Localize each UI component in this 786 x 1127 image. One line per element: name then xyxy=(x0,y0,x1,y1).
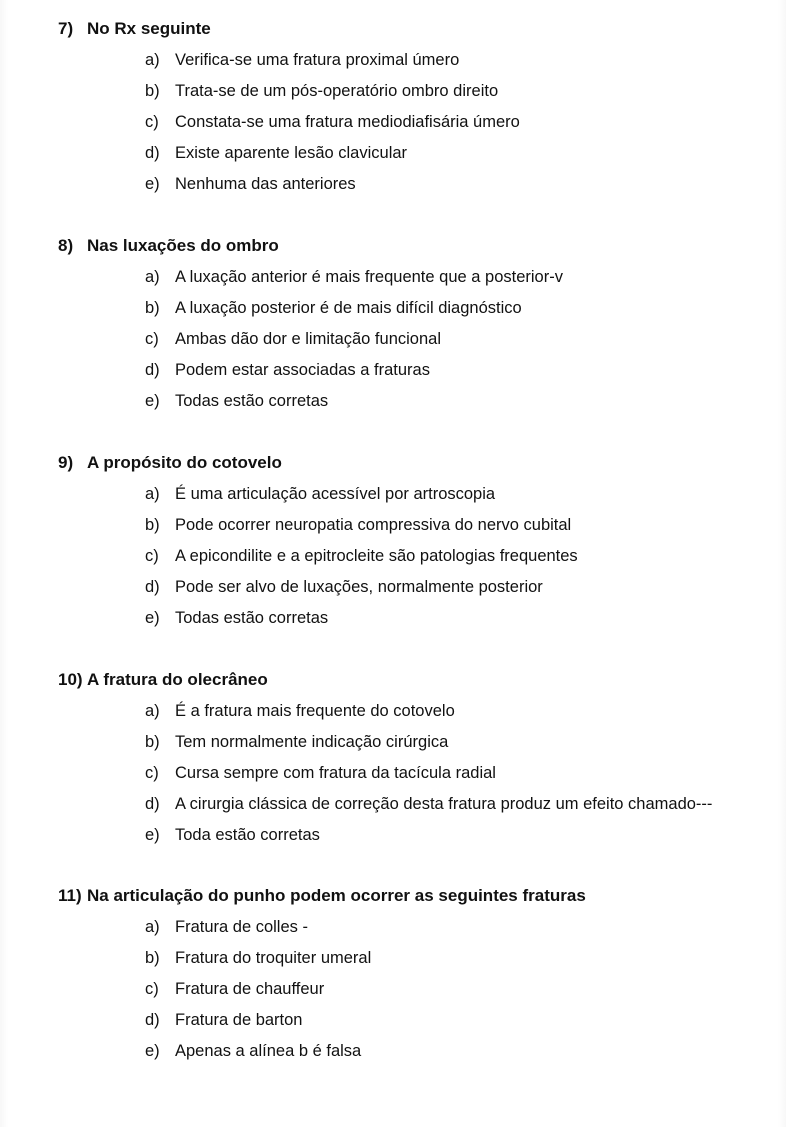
option-list xyxy=(145,48,775,203)
option-d xyxy=(145,1008,775,1039)
option-text: A epicondilite e a epitrocleite são patologias frequentes xyxy=(175,547,578,565)
option-text: Fratura do troquiter umeral xyxy=(175,949,372,967)
option-letter: e) xyxy=(145,609,160,627)
option-list xyxy=(145,915,775,1070)
question-heading xyxy=(58,451,282,475)
option-letter: e) xyxy=(145,392,160,410)
option-e xyxy=(145,389,775,420)
option-a xyxy=(145,699,775,730)
option-c xyxy=(145,110,775,141)
option-d xyxy=(145,141,775,172)
option-text: Fratura de barton xyxy=(175,1011,303,1029)
option-letter: a) xyxy=(145,485,160,503)
option-text: A cirurgia clássica de correção desta fratura produz um efeito chamado--- xyxy=(175,795,713,813)
option-letter: d) xyxy=(145,795,160,813)
option-a xyxy=(145,482,775,513)
option-letter: a) xyxy=(145,918,160,936)
option-letter: b) xyxy=(145,516,160,534)
option-d xyxy=(145,575,775,606)
option-a xyxy=(145,265,775,296)
option-letter: a) xyxy=(145,51,160,69)
question-number: 8) xyxy=(58,236,74,255)
option-letter: b) xyxy=(145,949,160,967)
option-c xyxy=(145,761,775,792)
option-text: Tem normalmente indicação cirúrgica xyxy=(175,733,449,751)
option-text: Todas estão corretas xyxy=(175,609,329,627)
option-e xyxy=(145,823,775,854)
option-letter: c) xyxy=(145,980,159,998)
question-heading xyxy=(58,17,211,41)
option-letter: a) xyxy=(145,702,160,720)
option-d xyxy=(145,358,775,389)
question-title: Nas luxações do ombro xyxy=(87,236,279,255)
option-text: É uma articulação acessível por artroscopia xyxy=(175,485,496,503)
option-list xyxy=(145,482,775,637)
option-text: Ambas dão dor e limitação funcional xyxy=(175,330,441,348)
option-c xyxy=(145,977,775,1008)
question-number: 11) xyxy=(58,886,82,905)
option-text: Apenas a alínea b é falsa xyxy=(175,1042,362,1060)
option-d xyxy=(145,792,775,823)
question-number: 10) xyxy=(58,670,83,689)
option-letter: e) xyxy=(145,1042,160,1060)
option-text: Pode ser alvo de luxações, normalmente posterior xyxy=(175,578,543,596)
option-text: Podem estar associadas a fraturas xyxy=(175,361,430,379)
question-title: A propósito do cotovelo xyxy=(87,453,282,472)
option-e xyxy=(145,606,775,637)
option-letter: c) xyxy=(145,547,159,565)
option-b xyxy=(145,296,775,327)
option-text: Cursa sempre com fratura da tacícula radial xyxy=(175,764,496,782)
question-heading xyxy=(58,234,279,258)
option-text: Fratura de colles - xyxy=(175,918,308,936)
question-number: 9) xyxy=(58,453,74,472)
option-text: É a fratura mais frequente do cotovelo xyxy=(175,702,455,720)
question-title: Na articulação do punho podem ocorrer as seguintes fraturas xyxy=(87,886,586,905)
option-letter: b) xyxy=(145,299,160,317)
option-text: Verifica-se uma fratura proximal úmero xyxy=(175,51,460,69)
option-text: Existe aparente lesão clavicular xyxy=(175,144,408,162)
option-e xyxy=(145,172,775,203)
option-text: Trata-se de um pós-operatório ombro direito xyxy=(175,82,499,100)
question-heading xyxy=(58,668,268,692)
question-title: A fratura do olecrâneo xyxy=(87,670,268,689)
option-letter: c) xyxy=(145,113,159,131)
option-letter: c) xyxy=(145,764,159,782)
option-text: Nenhuma das anteriores xyxy=(175,175,356,193)
option-letter: d) xyxy=(145,361,160,379)
option-b xyxy=(145,946,775,977)
option-text: A luxação posterior é de mais difícil diagnóstico xyxy=(175,299,522,317)
question-title: No Rx seguinte xyxy=(87,19,211,38)
option-letter: e) xyxy=(145,175,160,193)
option-text: A luxação anterior é mais frequente que a posterior-v xyxy=(175,268,563,286)
option-a xyxy=(145,48,775,79)
option-list xyxy=(145,699,775,854)
option-list xyxy=(145,265,775,420)
option-letter: a) xyxy=(145,268,160,286)
option-text: Toda estão corretas xyxy=(175,826,320,844)
question-number: 7) xyxy=(58,19,74,38)
option-letter: c) xyxy=(145,330,159,348)
option-e xyxy=(145,1039,775,1070)
option-letter: d) xyxy=(145,578,160,596)
option-b xyxy=(145,79,775,110)
option-letter: b) xyxy=(145,82,160,100)
option-letter: b) xyxy=(145,733,160,751)
option-letter: d) xyxy=(145,144,160,162)
option-text: Constata-se uma fratura mediodiafisária úmero xyxy=(175,113,520,131)
option-c xyxy=(145,544,775,575)
option-text: Fratura de chauffeur xyxy=(175,980,325,998)
option-letter: d) xyxy=(145,1011,160,1029)
question-heading xyxy=(58,884,586,908)
option-text: Pode ocorrer neuropatia compressiva do nervo cubital xyxy=(175,516,572,534)
option-c xyxy=(145,327,775,358)
option-text: Todas estão corretas xyxy=(175,392,329,410)
option-b xyxy=(145,513,775,544)
option-b xyxy=(145,730,775,761)
option-a xyxy=(145,915,775,946)
option-letter: e) xyxy=(145,826,160,844)
